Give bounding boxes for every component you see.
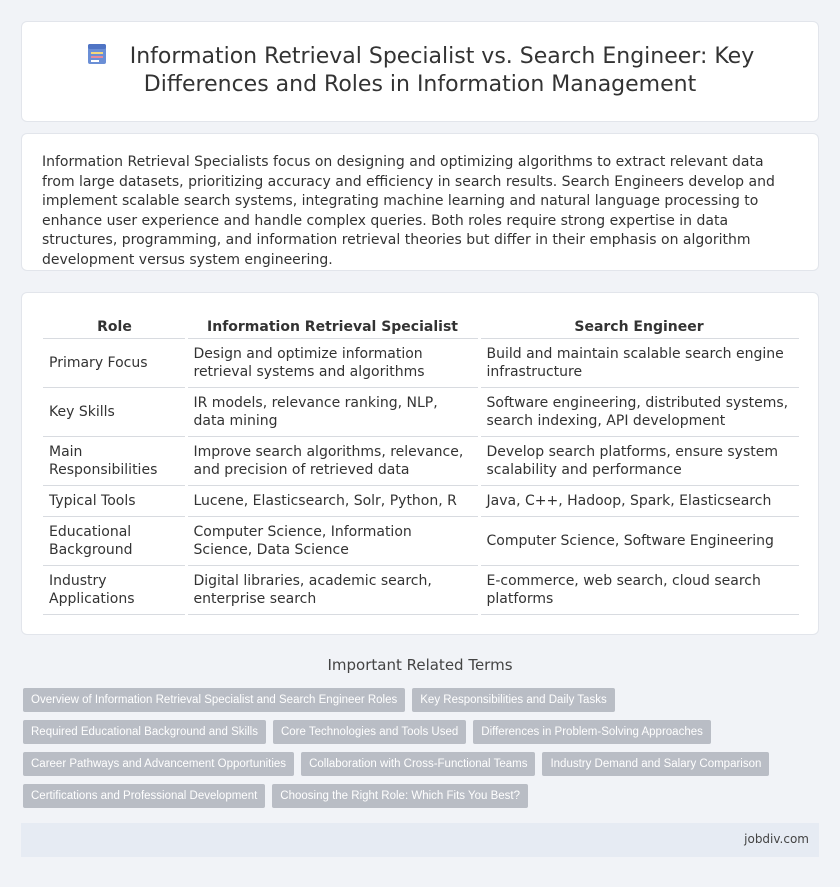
search-engineer-cell: Build and maintain scalable search engine infrastructure <box>479 338 799 387</box>
related-term-tag[interactable]: Differences in Problem-Solving Approaches <box>473 720 711 744</box>
footer-site-link[interactable]: jobdiv.com <box>744 832 809 846</box>
related-term-tag[interactable]: Key Responsibilities and Daily Tasks <box>412 688 614 712</box>
related-term-tag[interactable]: Career Pathways and Advancement Opportunities <box>23 752 294 776</box>
ir-specialist-cell: Digital libraries, academic search, enterprise search <box>186 565 479 614</box>
related-terms-list <box>23 688 813 816</box>
table-row <box>43 565 799 614</box>
search-engineer-cell: E-commerce, web search, cloud search platforms <box>479 565 799 614</box>
row-label: Educational Background <box>43 516 186 565</box>
intro-paragraph: Information Retrieval Specialists focus on designing and optimizing algorithms to extract relevant data from large datasets, prioritizing accuracy and efficiency in search results. Search Engineers develop and implement scalable search systems, integrating machine learning and natural language processing to enhance user experience and handle complex queries. Both roles require strong expertise in data structures, programming, and information retrieval theories but differ in their emphasis on algorithm development versus system engineering. <box>42 154 775 268</box>
ir-specialist-cell: Lucene, Elasticsearch, Solr, Python, R <box>186 485 479 516</box>
related-term-tag[interactable]: Core Technologies and Tools Used <box>273 720 466 744</box>
row-label: Typical Tools <box>43 485 186 516</box>
related-term-tag[interactable]: Choosing the Right Role: Which Fits You Best? <box>272 784 528 808</box>
page-title-line1: Information Retrieval Specialist vs. Search Engineer: Key <box>129 44 755 69</box>
related-terms-heading: Important Related Terms <box>327 656 513 674</box>
table-row <box>43 516 799 565</box>
related-term-tag[interactable]: Certifications and Professional Development <box>23 784 265 808</box>
related-term-tag[interactable]: Required Educational Background and Skills <box>23 720 266 744</box>
page-title-line2: Differences and Roles in Information Management <box>143 72 697 97</box>
ir-specialist-cell: Design and optimize information retrieval systems and algorithms <box>186 338 479 387</box>
ir-specialist-cell: Computer Science, Information Science, Data Science <box>186 516 479 565</box>
table-row <box>43 436 799 485</box>
table-header-row <box>43 314 799 338</box>
ir-specialist-cell: IR models, relevance ranking, NLP, data mining <box>186 387 479 436</box>
footer <box>21 823 819 857</box>
related-term-tag[interactable]: Industry Demand and Salary Comparison <box>542 752 769 776</box>
table-row <box>43 387 799 436</box>
row-label: Primary Focus <box>43 338 186 387</box>
title-wrap <box>22 43 818 99</box>
header-search-engineer: Search Engineer <box>479 314 799 338</box>
header-ir-specialist: Information Retrieval Specialist <box>186 314 479 338</box>
ir-specialist-cell: Improve search algorithms, relevance, and precision of retrieved data <box>186 436 479 485</box>
table-row <box>43 485 799 516</box>
intro-card <box>21 133 819 271</box>
document-icon <box>86 43 108 65</box>
comparison-table-card <box>21 292 819 635</box>
row-label: Industry Applications <box>43 565 186 614</box>
search-engineer-cell: Software engineering, distributed systems, search indexing, API development <box>479 387 799 436</box>
related-term-tag[interactable]: Collaboration with Cross-Functional Teams <box>301 752 535 776</box>
search-engineer-cell: Computer Science, Software Engineering <box>479 516 799 565</box>
table-row <box>43 338 799 387</box>
search-engineer-cell: Develop search platforms, ensure system scalability and performance <box>479 436 799 485</box>
related-term-tag[interactable]: Overview of Information Retrieval Specialist and Search Engineer Roles <box>23 688 405 712</box>
row-label: Main Responsibilities <box>43 436 186 485</box>
header-role: Role <box>43 314 186 338</box>
page-title <box>86 43 755 99</box>
search-engineer-cell: Java, C++, Hadoop, Spark, Elasticsearch <box>479 485 799 516</box>
row-label: Key Skills <box>43 387 186 436</box>
title-card <box>21 21 819 122</box>
comparison-table <box>43 314 799 615</box>
